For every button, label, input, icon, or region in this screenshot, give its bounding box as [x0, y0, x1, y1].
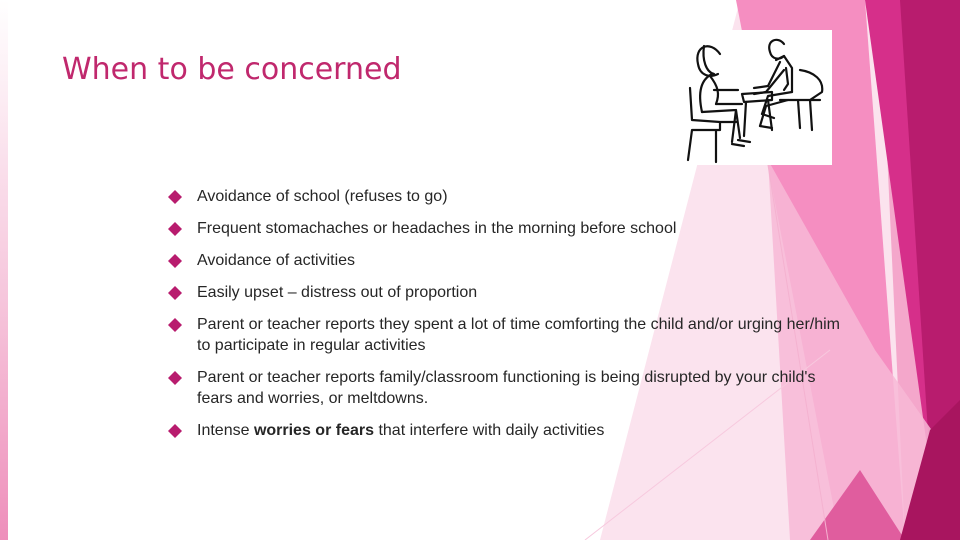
bullet-text-emphasis: worries or fears: [253, 422, 374, 439]
bullet-item: [168, 186, 848, 207]
bullet-text: Parent or teacher reports family/classroom functioning is being disrupted by your child's fears and worries, or meltdowns.: [197, 369, 816, 407]
bullet-item: [168, 282, 848, 303]
bullet-item: [168, 367, 848, 409]
bullet-text-suffix: that interfere with daily activities: [374, 422, 605, 439]
diamond-bullet-icon: [168, 424, 182, 438]
bullet-item: [168, 250, 848, 271]
page-title: When to be concerned: [62, 52, 402, 87]
diamond-bullet-icon: [168, 318, 182, 332]
bullet-item: [168, 420, 848, 441]
bullet-text: Parent or teacher reports they spent a lot of time comforting the child and/or urging her/him to participate in regular activities: [197, 316, 840, 354]
diamond-bullet-icon: [168, 190, 182, 204]
bullet-text: Avoidance of activities: [197, 252, 356, 269]
diamond-bullet-icon: [168, 371, 182, 385]
diamond-bullet-icon: [168, 254, 182, 268]
bullet-item: [168, 314, 848, 356]
bullet-text-prefix: Intense: [197, 422, 254, 439]
left-edge-strip: [0, 0, 8, 540]
bullet-text: Avoidance of school (refuses to go): [197, 188, 448, 205]
bullet-text: Easily upset – distress out of proportion: [197, 284, 478, 301]
bullet-item: [168, 218, 848, 239]
bullet-list: [168, 186, 848, 452]
bullet-text: Frequent stomachaches or headaches in the morning before school: [197, 220, 677, 237]
diamond-bullet-icon: [168, 222, 182, 236]
diamond-bullet-icon: [168, 286, 182, 300]
counseling-session-icon: [680, 30, 832, 165]
